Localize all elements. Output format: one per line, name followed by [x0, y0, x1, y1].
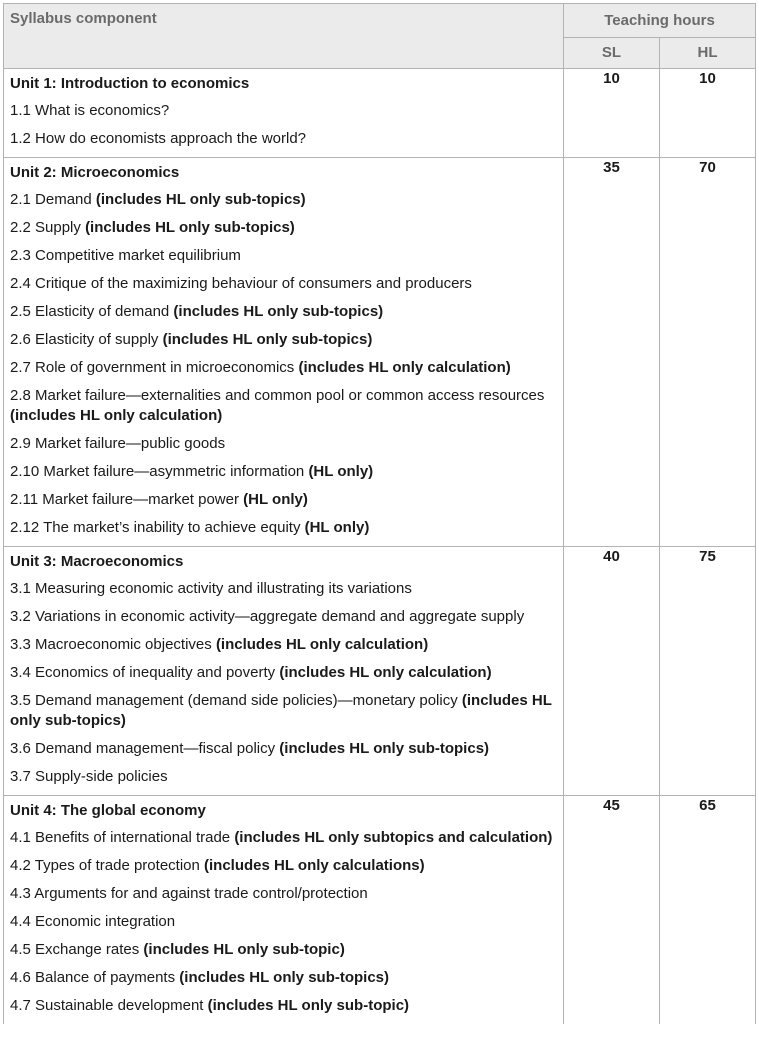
header-hl: HL — [660, 38, 756, 69]
topic-text: 4.7 Sustainable development — [10, 997, 208, 1014]
topic-text: 4.3 Arguments for and against trade control/protection — [10, 885, 368, 902]
unit-title: Unit 1: Introduction to economics — [10, 75, 250, 92]
unit-row — [4, 796, 756, 1025]
topic-item — [4, 964, 563, 992]
unit-hours-sl: 40 — [564, 547, 660, 796]
unit-hours-hl: 75 — [660, 547, 756, 796]
topic-note: (includes HL only sub-topics) — [279, 740, 490, 757]
topic-text: 2.4 Critique of the maximizing behaviour of consumers and producers — [10, 275, 472, 292]
topic-text: 2.9 Market failure—public goods — [10, 435, 226, 452]
topic-item — [4, 936, 563, 964]
topic-item — [4, 97, 563, 125]
topic-text: 4.5 Exchange rates — [10, 941, 144, 958]
topic-item — [4, 659, 563, 687]
topic-note: (includes HL only sub-topics) — [173, 303, 384, 320]
topic-note: (includes HL only sub-topics) — [85, 219, 295, 236]
topic-note: (HL only) — [308, 463, 374, 480]
topic-note: (HL only) — [304, 519, 370, 536]
topic-item — [4, 298, 563, 326]
topic-item — [4, 242, 563, 270]
topic-note: (includes HL only sub-topic) — [207, 997, 410, 1014]
topic-item — [4, 186, 563, 214]
topic-text: 2.2 Supply — [10, 219, 86, 236]
topic-item — [4, 687, 563, 735]
topic-text: 3.3 Macroeconomic objectives — [10, 636, 216, 653]
unit-hours-hl: 65 — [660, 796, 756, 1025]
topic-note: (includes HL only sub-topics) — [179, 969, 390, 986]
unit-title: Unit 4: The global economy — [10, 802, 206, 819]
topic-text: 1.1 What is economics? — [10, 102, 170, 119]
header-syllabus-component: Syllabus component — [4, 4, 564, 69]
topic-text: 4.4 Economic integration — [10, 913, 176, 930]
topic-note: (includes HL only sub-topics) — [162, 331, 373, 348]
topic-text: 3.1 Measuring economic activity and illustrating its variations — [10, 580, 412, 597]
topic-text: 2.8 Market failure—externalities and common pool or common access resources — [10, 387, 545, 404]
topic-text: 2.1 Demand — [10, 191, 96, 208]
topic-item — [4, 514, 563, 542]
topic-item — [4, 354, 563, 382]
unit-row — [4, 69, 756, 158]
topic-text: 3.6 Demand management—fiscal policy — [10, 740, 280, 757]
topic-text: 2.6 Elasticity of supply — [10, 331, 163, 348]
topic-text: 4.6 Balance of payments — [10, 969, 180, 986]
topic-text: 2.10 Market failure—asymmetric information — [10, 463, 309, 480]
topic-text: 2.11 Market failure—market power — [10, 491, 244, 508]
topic-text: 3.2 Variations in economic activity—aggregate demand and aggregate supply — [10, 608, 525, 625]
unit-component-cell — [4, 796, 564, 1025]
unit-hours-sl: 10 — [564, 69, 660, 158]
topic-note: (includes HL only calculations) — [204, 857, 425, 874]
topic-item — [4, 763, 563, 791]
header-sl: SL — [564, 38, 660, 69]
topic-item — [4, 458, 563, 486]
topic-note: (includes HL only sub-topic) — [143, 941, 345, 958]
topic-text: 2.7 Role of government in microeconomics — [10, 359, 299, 376]
topic-item — [4, 125, 563, 153]
unit-component-cell — [4, 69, 564, 158]
topic-text: 4.2 Types of trade protection — [10, 857, 205, 874]
topic-item — [4, 908, 563, 936]
unit-component-cell — [4, 547, 564, 796]
topic-item — [4, 486, 563, 514]
topic-item — [4, 880, 563, 908]
topic-text: 3.5 Demand management (demand side policies)—monetary policy — [10, 692, 462, 709]
topic-text: 3.4 Economics of inequality and poverty — [10, 664, 280, 681]
topic-text: 3.7 Supply-side policies — [10, 768, 168, 785]
header-teaching-hours: Teaching hours — [564, 4, 756, 38]
topic-item — [4, 992, 563, 1020]
unit-row — [4, 158, 756, 547]
topic-item — [4, 735, 563, 763]
topic-note: (includes HL only calculation) — [215, 636, 429, 653]
topic-item — [4, 575, 563, 603]
topic-text: 2.12 The market’s inability to achieve equity — [10, 519, 305, 536]
topic-note: (HL only) — [243, 491, 308, 508]
topic-item — [4, 631, 563, 659]
unit-row — [4, 547, 756, 796]
topic-item — [4, 214, 563, 242]
topic-note: (includes HL only calculation) — [279, 664, 492, 681]
topic-note: (includes HL only sub-topics) — [95, 191, 306, 208]
unit-component-cell — [4, 158, 564, 547]
syllabus-table — [3, 3, 756, 1024]
topic-note: (includes HL only calculation) — [298, 359, 511, 376]
unit-hours-hl: 70 — [660, 158, 756, 547]
unit-hours-sl: 35 — [564, 158, 660, 547]
unit-title: Unit 3: Macroeconomics — [10, 553, 184, 570]
topic-item — [4, 430, 563, 458]
topic-item — [4, 824, 563, 852]
topic-text: 2.5 Elasticity of demand — [10, 303, 174, 320]
topic-item — [4, 382, 563, 430]
topic-text: 1.2 How do economists approach the world? — [10, 130, 307, 147]
topic-note: (includes HL only subtopics and calculation) — [234, 829, 553, 846]
unit-title: Unit 2: Microeconomics — [10, 164, 180, 181]
topic-item — [4, 603, 563, 631]
topic-text: 4.1 Benefits of international trade — [10, 829, 235, 846]
topic-item — [4, 270, 563, 298]
topic-item — [4, 852, 563, 880]
topic-note: (includes HL only sub-topics) — [10, 692, 552, 729]
topic-note: (includes HL only calculation) — [10, 407, 223, 424]
unit-hours-hl: 10 — [660, 69, 756, 158]
unit-hours-sl: 45 — [564, 796, 660, 1025]
topic-item — [4, 326, 563, 354]
topic-text: 2.3 Competitive market equilibrium — [10, 247, 241, 264]
